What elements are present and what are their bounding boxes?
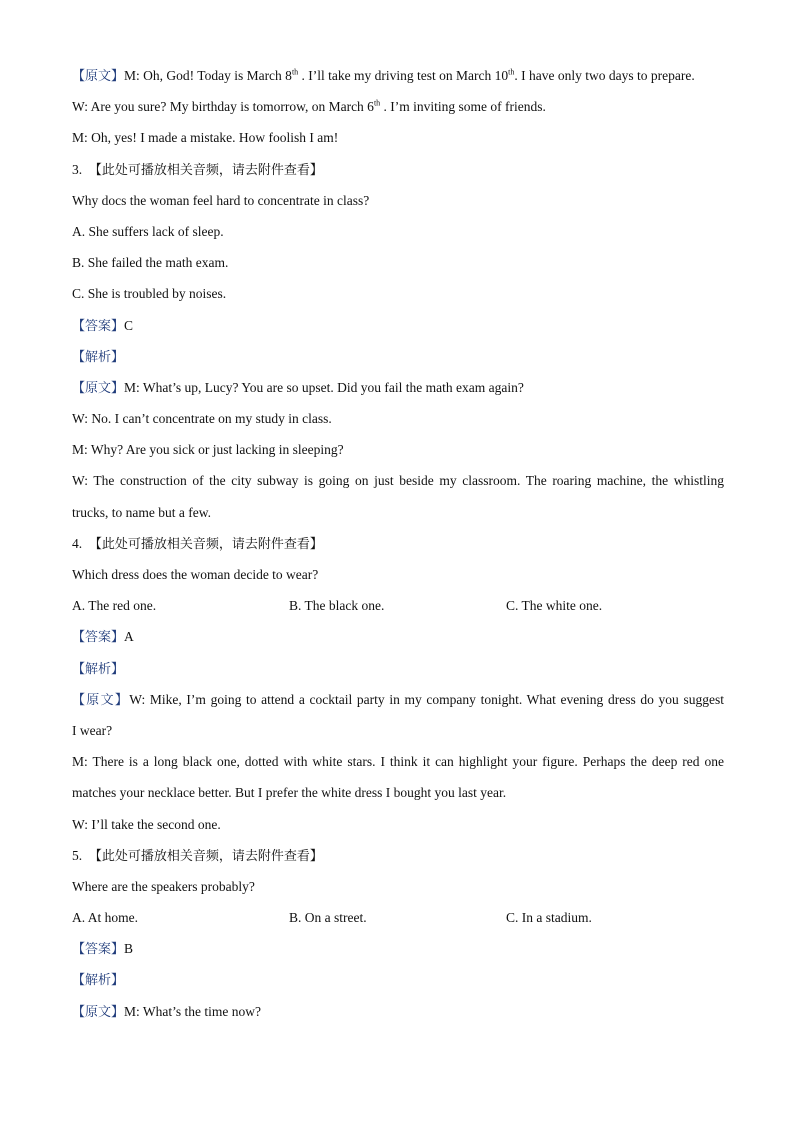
transcript-text: M: Oh, God! Today is March 8 <box>124 68 292 83</box>
transcript-line: M: Why? Are you sick or just lacking in sleeping? <box>72 442 344 458</box>
transcript-text: W: Mike, I’m going to attend a cocktail party in my company tonight. What evening dress do you suggest <box>129 691 724 707</box>
transcript-text: M: What’s the time now? <box>124 1003 261 1019</box>
answer-tag: 【答案】 <box>72 630 125 646</box>
transcript-text: . I have only two days to prepare. <box>514 68 695 83</box>
answer-value: B <box>124 941 134 957</box>
answer-tag: 【答案】 <box>72 942 125 958</box>
ordinal-suffix: th <box>373 98 381 108</box>
transcript-line <box>72 688 724 719</box>
option-b: B. The black one. <box>289 598 385 614</box>
transcript-tag: 【原文】 <box>72 692 130 708</box>
option-b: B. On a street. <box>289 910 367 926</box>
question-header <box>72 158 724 189</box>
transcript-line: W: I’ll take the second one. <box>72 816 221 832</box>
transcript-text: W: Are you sure? My birthday is tomorrow, on March 6 <box>72 99 374 115</box>
transcript-tag: 【原文】 <box>72 1004 125 1020</box>
audio-placeholder[interactable]: 【此处可播放相关音频，请去附件查看】 <box>88 162 323 178</box>
question-text: Which dress does the woman decide to wear? <box>72 567 319 582</box>
transcript-line: W: The construction of the city subway is going on just beside my classroom. The roaring machine, the whistling <box>72 473 724 489</box>
transcript-line: trucks, to name but a few. <box>72 504 211 520</box>
ordinal-suffix: th <box>291 67 299 77</box>
audio-placeholder[interactable]: 【此处可播放相关音频，请去附件查看】 <box>88 848 323 864</box>
question-number: 3. <box>72 161 83 177</box>
transcript-line <box>72 1000 724 1031</box>
option-a: A. She suffers lack of sleep. <box>72 223 224 239</box>
option-a: A. At home. <box>72 910 138 926</box>
question-text: Why docs the woman feel hard to concentrate in class? <box>72 192 370 208</box>
option-c: C. In a stadium. <box>506 910 592 926</box>
audio-placeholder[interactable]: 【此处可播放相关音频，请去附件查看】 <box>88 536 323 552</box>
analysis-line <box>72 968 724 999</box>
answer-line <box>72 625 724 656</box>
ordinal-suffix: th <box>508 67 515 77</box>
transcript-line: W: No. I can’t concentrate on my study in class. <box>72 411 332 427</box>
option-a: A. The red one. <box>72 598 157 614</box>
transcript-line <box>72 95 724 126</box>
transcript-text: . I’ll take my driving test on March 10 <box>298 68 509 83</box>
transcript-tag: 【原文】 <box>72 69 125 84</box>
analysis-line <box>72 345 724 376</box>
transcript-text: . I’m inviting some of friends. <box>380 99 546 115</box>
answer-value: C <box>124 317 134 333</box>
analysis-line <box>72 657 724 688</box>
transcript-line: I wear? <box>72 722 113 738</box>
document-page <box>72 64 724 1031</box>
option-b: B. She failed the math exam. <box>72 255 229 271</box>
question-number: 4. <box>72 535 83 551</box>
answer-value: A <box>124 629 134 645</box>
transcript-tag: 【原文】 <box>72 380 125 396</box>
transcript-line <box>72 64 724 95</box>
transcript-line: M: There is a long black one, dotted with white stars. I think it can highlight your figure. Perhaps the deep red one <box>72 754 724 770</box>
option-c: C. The white one. <box>506 598 603 614</box>
question-text: Where are the speakers probably? <box>72 878 255 894</box>
answer-line <box>72 314 724 345</box>
question-header <box>72 532 724 563</box>
transcript-line: M: Oh, yes! I made a mistake. How foolish I am! <box>72 130 339 146</box>
transcript-line <box>72 376 724 407</box>
analysis-tag: 【解析】 <box>72 973 125 989</box>
transcript-text: M: What’s up, Lucy? You are so upset. Did you fail the math exam again? <box>124 379 524 395</box>
options-row <box>72 906 724 937</box>
question-number: 5. <box>72 847 83 863</box>
answer-line <box>72 937 724 968</box>
question-header <box>72 844 724 875</box>
analysis-tag: 【解析】 <box>72 349 125 365</box>
option-c: C. She is troubled by noises. <box>72 286 227 302</box>
transcript-line: matches your necklace better. But I prefer the white dress I bought you last year. <box>72 785 507 801</box>
answer-tag: 【答案】 <box>72 318 125 334</box>
analysis-tag: 【解析】 <box>72 661 125 677</box>
options-row <box>72 594 724 625</box>
